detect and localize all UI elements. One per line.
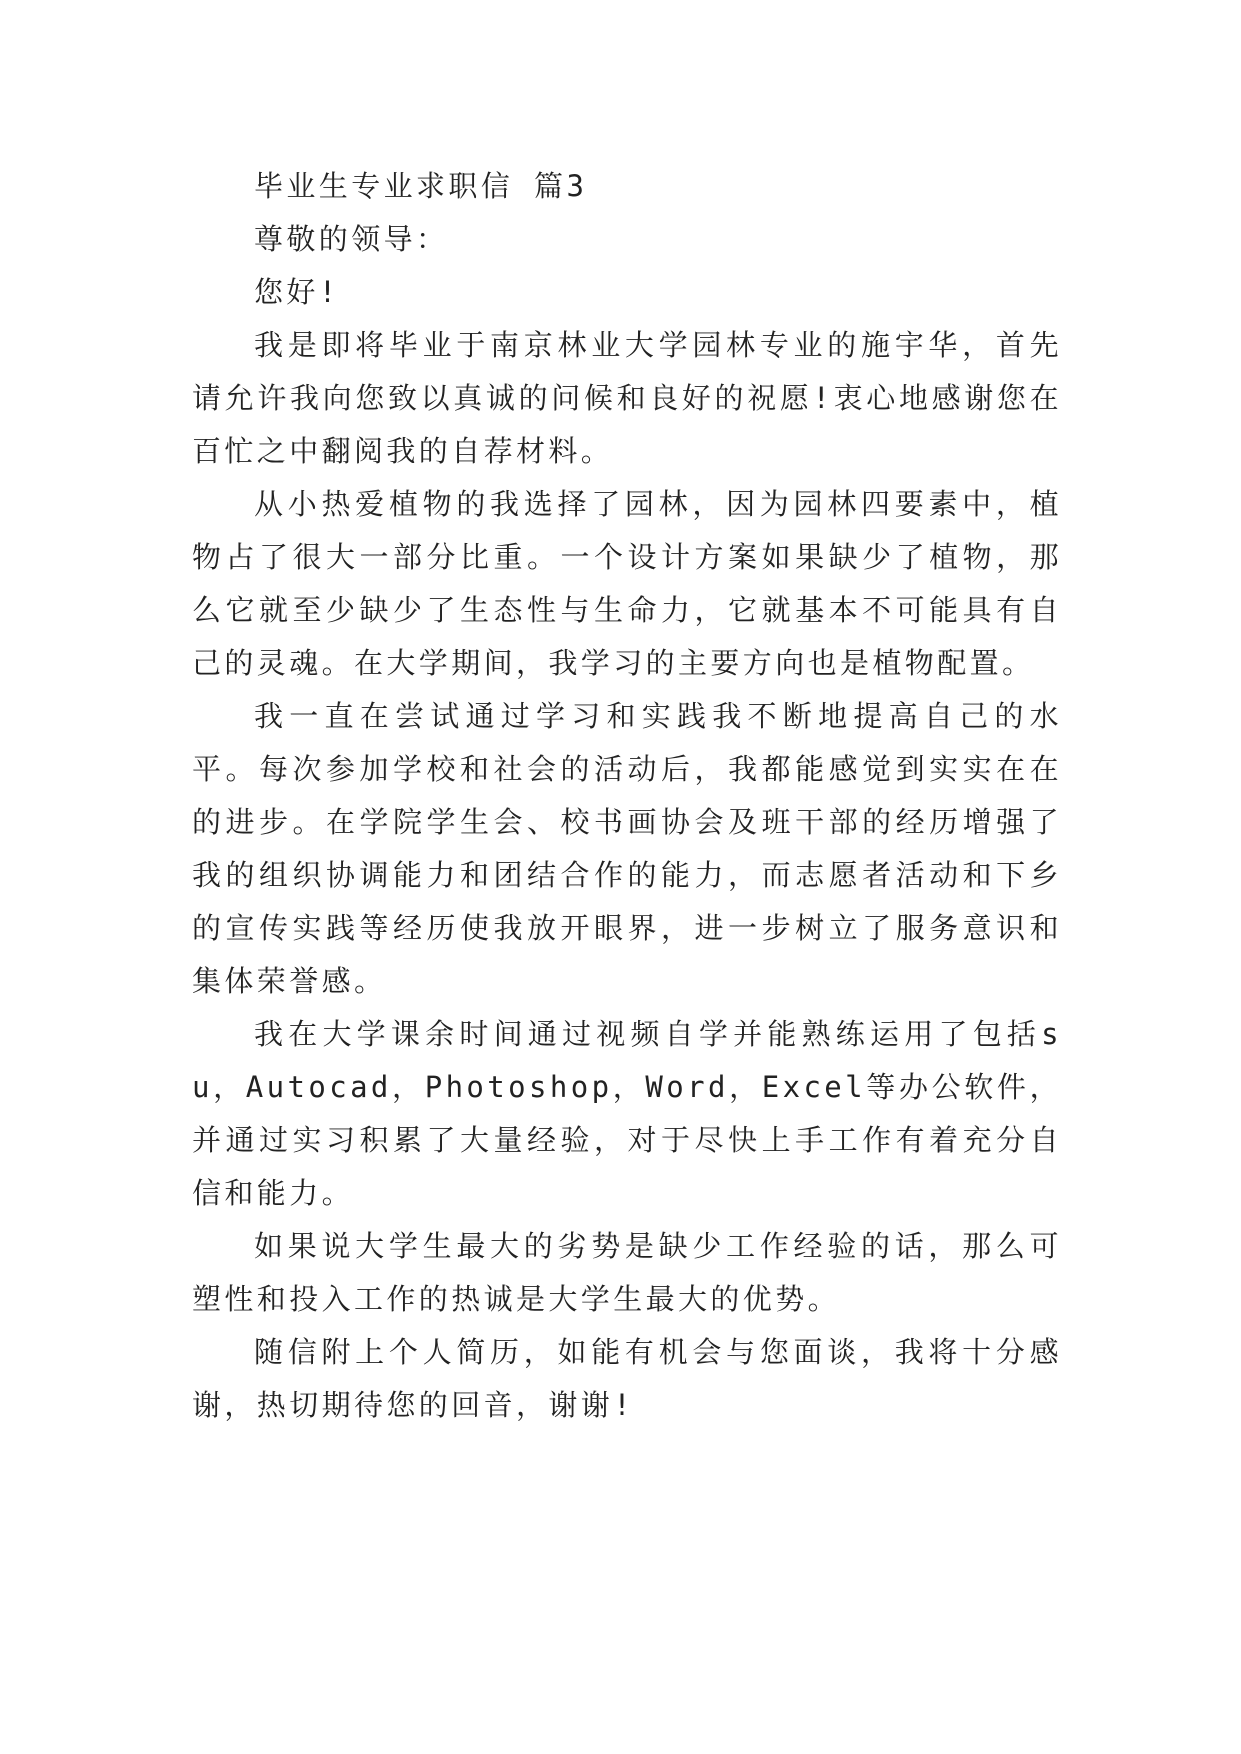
paragraph: 我在大学课余时间通过视频自学并能熟练运用了包括su，Autocad，Photoshop，Word，Excel等办公软件，并通过实习积累了大量经验，对于尽快上手工作有着充分自信和能力。 [192,1017,1062,1210]
paragraph: 从小热爱植物的我选择了园林，因为园林四要素中，植物占了很大一部分比重。一个设计方案如果缺少了植物，那么它就至少缺少了生态性与生命力，它就基本不可能具有自己的灵魂。在大学期间，我学习的主要方向也是植物配置。 [192,487,1062,680]
paragraph: 我一直在尝试通过学习和实践我不断地提高自己的水平。每次参加学校和社会的活动后，我都能感觉到实实在在的进步。在学院学生会、校书画协会及班干部的经历增强了我的组织协调能力和团结合作的能力，而志愿者活动和下乡的宣传实践等经历使我放开眼界，进一步树立了服务意识和集体荣誉感。 [192,699,1062,998]
paragraph: 随信附上个人简历，如能有机会与您面谈，我将十分感谢，热切期待您的回音，谢谢! [192,1335,1062,1422]
paragraph: 如果说大学生最大的劣势是缺少工作经验的话，那么可塑性和投入工作的热诚是大学生最大的优势。 [192,1229,1062,1316]
paragraph: 我是即将毕业于南京林业大学园林专业的施宇华，首先请允许我向您致以真诚的问候和良好的祝愿!衷心地感谢您在百忙之中翻阅我的自荐材料。 [192,328,1062,468]
letter-greeting: 您好! [254,275,340,309]
letter-salutation: 尊敬的领导： [254,222,449,256]
letter-body [192,160,1062,1432]
letter-title: 毕业生专业求职信 篇3 [254,169,588,203]
